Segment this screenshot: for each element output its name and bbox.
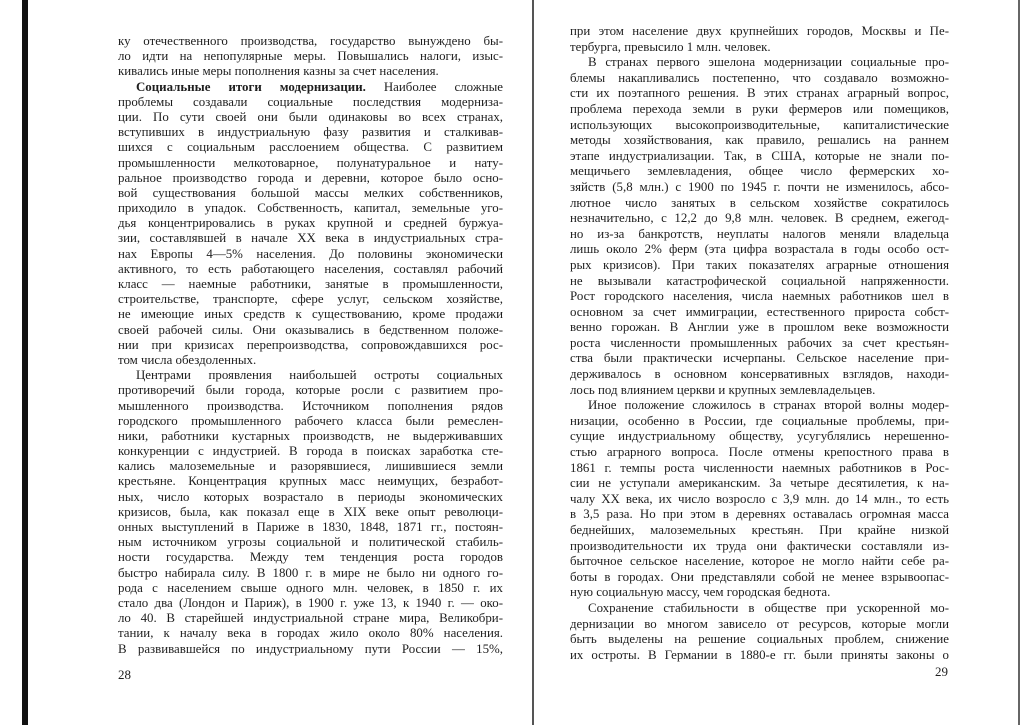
text-line — [118, 596, 503, 611]
text-line — [118, 626, 503, 641]
line-text: Наиболее сложные — [365, 79, 503, 94]
line-text: нах Европы 4—5% населения. До половины экономически — [118, 246, 503, 261]
line-text: беднейших, малоземельных крестьян. При крайне низкой — [570, 523, 949, 537]
text-line — [118, 459, 503, 474]
line-text: онных выступлений в Париже в 1830, 1848, 1871 гг., постоян- — [118, 520, 503, 534]
text-line — [570, 570, 949, 586]
line-text: ники, работники кустарных производств, не выдерживавших — [118, 428, 503, 443]
text-line — [118, 49, 503, 64]
line-text: ку отечественного производства, государство вынуждено бы- — [118, 34, 503, 48]
text-line — [118, 292, 503, 307]
line-text: блемы накапливались постепенно, что создавало возможно- — [570, 70, 949, 85]
line-text: нии при кризисах перепроизводства, сопровождавшихся рос- — [118, 337, 503, 352]
line-text: 1861 г. темпы роста численности наемных работников в Рос- — [570, 460, 949, 475]
text-line — [570, 351, 949, 367]
text-line — [570, 71, 949, 87]
page-number-left: 28 — [118, 667, 131, 682]
text-line — [570, 523, 949, 539]
text-line — [118, 247, 503, 262]
text-line — [118, 383, 503, 398]
text-line — [118, 323, 503, 338]
line-text: городского промышленного рабочего класса были ремеслен- — [118, 413, 503, 428]
line-text: Иное положение сложилось в странах второй волны модер- — [588, 398, 949, 413]
text-line — [570, 632, 949, 648]
text-line — [118, 353, 503, 368]
line-text: лось под влиянием церкви и крупных землевладельцев. — [570, 382, 876, 397]
line-text: своей рабочей силы. Они оказывались в бедственном положе- — [118, 322, 503, 337]
text-line — [570, 476, 949, 492]
text-line — [570, 539, 949, 555]
line-text: тании, к началу века в городах жило около 80% населения. — [118, 626, 503, 641]
text-line — [118, 186, 503, 201]
line-text: приходило в упадок. Собственность, капитал, земельные уго- — [118, 201, 503, 216]
line-text: проблемы создавали социальные последствия модерниза- — [118, 94, 503, 109]
text-line — [570, 554, 949, 570]
text-line — [570, 274, 949, 290]
line-text: конкуренции с индустрией. В города в поисках заработка сте- — [118, 444, 503, 459]
text-line — [118, 414, 503, 429]
text-line — [570, 336, 949, 352]
text-line — [118, 156, 503, 171]
text-line — [570, 617, 949, 633]
text-line — [118, 125, 503, 140]
line-text: строительстве, транспорте, сфере услуг, сельском хозяйстве, — [118, 292, 503, 307]
line-text: производительности их труда они фактически составляли из- — [570, 538, 949, 553]
line-text: их остроты. В Германии в 1880-е гг. были приняты законы о — [570, 647, 949, 662]
text-line — [118, 80, 503, 95]
text-line — [118, 368, 503, 383]
line-text: мышленного производства. Источником пополнения рядов — [118, 398, 503, 413]
line-text: венно горожан. В Англии уже в прошлом веке возможности — [570, 320, 949, 335]
line-text: быточное сельское население, которое не могло найти себе ра- — [570, 554, 949, 569]
line-text: зии, составлявшей в начале XX века в индустриальных стра- — [118, 231, 503, 246]
line-text: чалу XX века, их число возросло с 3,9 млн. до 14 млн., то есть — [570, 491, 949, 506]
text-line — [570, 180, 949, 196]
text-line — [118, 490, 503, 505]
text-line — [570, 398, 949, 414]
text-line — [118, 338, 503, 353]
line-text: дья концентрировались в руках крупной и средней буржуа- — [118, 216, 503, 231]
line-text: крестьяне. Концентрация крупных масс неимущих, безработ- — [118, 474, 503, 489]
text-line — [118, 95, 503, 110]
line-text: использующих высокопроизводительные, капиталистические — [570, 117, 949, 132]
line-text: зяйств (5,8 млн.) с 1900 по 1945 г. почти не изменилось, абсо- — [570, 179, 949, 194]
scan-binding-edge-left — [22, 0, 28, 725]
line-text: лютное число занятых в сельском хозяйстве сократилось — [570, 195, 949, 210]
text-line — [118, 566, 503, 581]
text-line — [570, 492, 949, 508]
line-text: не имеющие иных средств к существованию, кроме продажи — [118, 307, 503, 322]
line-text: мещичьего землевладения, общее число фермерских хо- — [570, 164, 949, 179]
text-line — [118, 216, 503, 231]
text-line — [570, 507, 949, 523]
text-line — [118, 171, 503, 186]
text-line — [570, 461, 949, 477]
text-line — [118, 140, 503, 155]
text-line — [570, 164, 949, 180]
line-text: этапе индустриализации. Так, в США, которые не знали по- — [570, 148, 949, 163]
line-text: дернизации во многом зависело от ресурсов, которые могли — [570, 616, 949, 631]
text-line — [118, 399, 503, 414]
line-text: боты в городах. Они представляли собой не менее взрывоопас- — [570, 569, 949, 584]
line-text: сии не уступали американским. За четыре десятилетия, к на- — [570, 476, 949, 491]
line-text: рода с населением свыше одного млн. человек, в 1850 г. их — [118, 580, 503, 595]
line-text: класс — наемные работники, занятые в промышленности, — [118, 277, 503, 291]
line-text: основном за счет иммиграции, естественного прироста собст- — [570, 304, 949, 319]
section-heading: Социальные итоги модернизации. — [136, 79, 366, 94]
text-line — [118, 550, 503, 565]
line-text: сущие индустриальному обществу, усугублялись нерешенно- — [570, 429, 949, 444]
text-line — [570, 585, 949, 601]
line-text: В странах первого эшелона модернизации социальные про- — [588, 55, 949, 70]
left-page-body — [118, 34, 503, 657]
text-line — [118, 231, 503, 246]
line-text: но из-за банкротств, неуплаты налогов меняли владельца — [570, 226, 949, 241]
text-line — [570, 601, 949, 617]
text-line — [118, 535, 503, 550]
text-line — [570, 40, 949, 56]
line-text: роста численности промышленных рабочих за счет крестьян- — [570, 335, 949, 350]
line-text: проблема перехода земли в руки фермеров или помещиков, — [570, 101, 949, 116]
line-text: не вызывали катастрофической социальной напряженности. — [570, 273, 949, 288]
text-line — [570, 258, 949, 274]
text-line — [570, 133, 949, 149]
line-text: незначительно, с 12,2 до 9,8 млн. человек. В среднем, ежегод- — [570, 211, 949, 226]
book-gutter-divider — [532, 0, 534, 725]
line-text: кивались иные меры пополнения казны за счет населения. — [118, 64, 439, 79]
page-number-right: 29 — [935, 664, 948, 679]
line-text: ции. По сути своей они были одинаковы во всех странах, — [118, 109, 503, 124]
line-text: в 3,5 раза. Но при этом в деревнях оставалась огромная масса — [570, 507, 949, 522]
line-text: ральное производство города и деревни, которое было осно- — [118, 170, 503, 185]
line-text: держивалось в основном консервативных взглядов, находи- — [570, 367, 949, 382]
line-text: промышленности мелкотоварное, полунатуральное и нату- — [118, 155, 503, 170]
scan-edge-right — [1018, 0, 1020, 725]
line-text: тербурга, превысило 1 млн. человек. — [570, 39, 771, 54]
text-line — [118, 611, 503, 626]
text-line — [570, 211, 949, 227]
text-line — [570, 149, 949, 165]
text-line — [570, 305, 949, 321]
line-text: Центрами проявления наибольшей остроты социальных — [136, 368, 503, 383]
line-text: вой существования большой массы мелких собственников, — [118, 185, 503, 200]
text-line — [570, 118, 949, 134]
text-line — [570, 86, 949, 102]
text-line — [570, 55, 949, 71]
line-text: быстро набирала силу. В 1800 г. в мире не было ни одного го- — [118, 565, 503, 580]
text-line — [570, 227, 949, 243]
line-text: стало два (Лондон и Париж), в 1900 г. уже 13, к 1940 г. — око- — [118, 595, 503, 610]
line-text: быть выделены на решение социальных проблем, снижение — [570, 632, 949, 647]
line-text: противоречий были города, которые росли с развитием про- — [118, 383, 503, 398]
text-line — [118, 505, 503, 520]
line-text: ную социальную массу, чем городская беднота. — [570, 585, 831, 600]
line-text: ло идти на непопулярные меры. Повышались налоги, изыс- — [118, 49, 503, 64]
text-line — [118, 429, 503, 444]
text-line — [570, 242, 949, 258]
text-line — [118, 474, 503, 489]
line-text: ным источником угрозы социальной и политической стабиль- — [118, 535, 503, 550]
line-text: ных, число которых возрастало в периоды экономических — [118, 489, 503, 504]
line-text: ло 40. В старейшей индустриальной стране мира, Великобри- — [118, 611, 503, 626]
text-line — [118, 642, 503, 657]
text-line — [118, 520, 503, 535]
line-text: лишь около 2% ферм (эта цифра возрастала в годы особо ост- — [570, 242, 949, 257]
text-line — [118, 64, 503, 79]
text-line — [570, 383, 949, 399]
line-text: активного, то есть работающего населения, составлял рабочий — [118, 261, 503, 276]
line-text: кризисов, была, как показал еще в XIX веке опыт революци- — [118, 504, 503, 519]
line-text: вступивших в индустриальную фазу развития и сталкивав- — [118, 125, 503, 140]
line-text: ности государства. Между тем тенденция роста городов — [118, 550, 503, 565]
text-line — [570, 289, 949, 305]
line-text: кались малоземельные и разорявшиеся, лишившиеся земли — [118, 459, 503, 474]
line-text: ства были практически исчерпаны. Сельское население при- — [570, 351, 949, 366]
text-line — [118, 581, 503, 596]
text-line — [570, 445, 949, 461]
text-line — [118, 444, 503, 459]
right-page-body — [570, 24, 949, 663]
line-text: сти их поэтапного решения. В этих странах аграрный вопрос, — [570, 86, 949, 101]
text-line — [118, 262, 503, 277]
text-line — [118, 201, 503, 216]
line-text: Сохранение стабильности в обществе при ускоренной мо- — [588, 600, 949, 615]
line-text: низации, особенно в России, где социальные проблемы, при- — [570, 413, 949, 428]
text-line — [118, 110, 503, 125]
text-line — [570, 196, 949, 212]
text-line — [118, 307, 503, 322]
line-text: том числа обездоленных. — [118, 352, 257, 367]
text-line — [570, 320, 949, 336]
text-line — [118, 34, 503, 49]
text-line — [570, 414, 949, 430]
text-line — [570, 429, 949, 445]
line-text: при этом население двух крупнейших городов, Москвы и Пе- — [570, 24, 949, 38]
line-text: стью аграрного вопроса. После отмены крепостного права в — [570, 445, 949, 460]
text-line — [118, 277, 503, 292]
line-text: Рост городского населения, числа наемных работников шел в — [570, 289, 949, 304]
text-line — [570, 648, 949, 664]
line-text: шихся с социальным расслоением общества. С развитием — [118, 140, 503, 155]
line-text: рых кризисов). При таких показателях аграрные отношения — [570, 257, 949, 272]
text-line — [570, 102, 949, 118]
text-line — [570, 24, 949, 40]
line-text: В развивавшейся по индустриальному пути России — 15%, — [118, 641, 503, 656]
line-text: методы хозяйствования, как правило, решались на раннем — [570, 133, 949, 148]
text-line — [570, 367, 949, 383]
